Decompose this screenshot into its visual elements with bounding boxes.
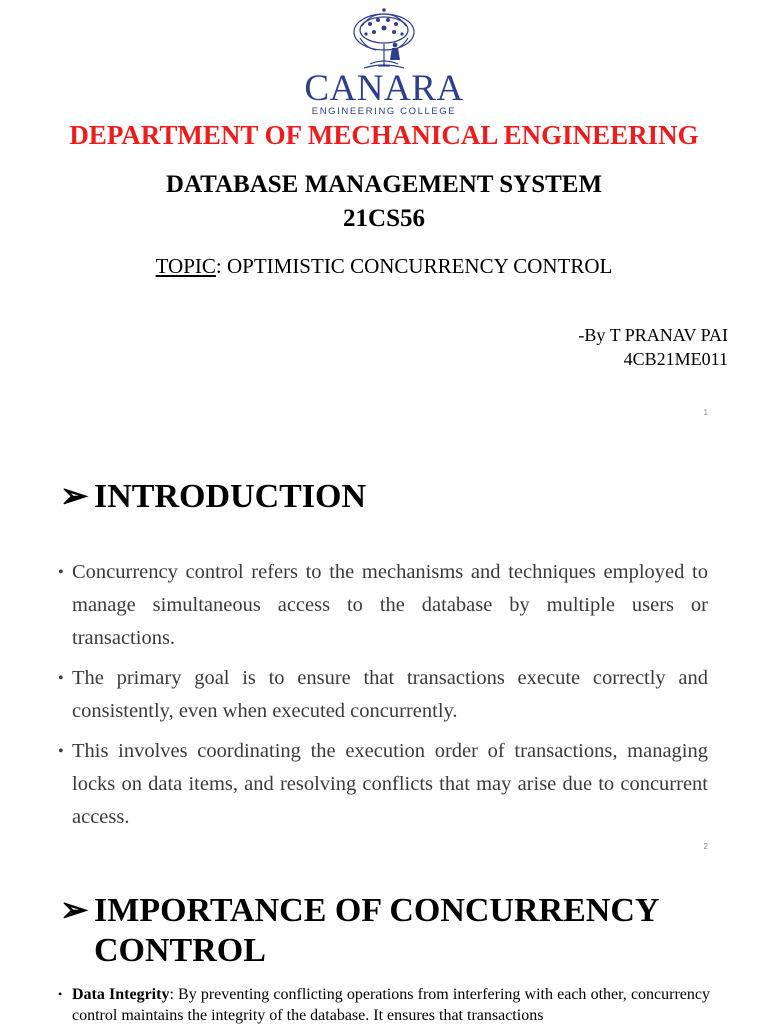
- list-item: [58, 662, 708, 728]
- topic-label: TOPIC: [155, 254, 216, 278]
- course-title: DATABASE MANAGEMENT SYSTEM: [165, 171, 603, 198]
- bullet-text: The primary goal is to ensure that transactions execute correctly and consistently, even when executed concurrently.: [72, 667, 708, 722]
- bullet-dot-icon: •: [58, 564, 64, 581]
- heading-text-line2: CONTROL: [94, 932, 266, 969]
- page-number: 2: [703, 842, 708, 851]
- list-item: [58, 735, 708, 834]
- college-emblem-icon: [300, 8, 468, 72]
- title-slide: [0, 0, 768, 430]
- bullet-text: This involves coordinating the execution order of transactions, managing locks on data items, and resolving conflicts that may arise due to concurrent access.: [72, 740, 708, 828]
- heading-text: INTRODUCTION: [94, 478, 367, 515]
- arrow-bullet-icon: ➢: [60, 478, 89, 515]
- topic-text: : OPTIMISTIC CONCURRENCY CONTROL: [215, 254, 613, 278]
- slide-heading: [60, 891, 740, 971]
- slide-heading: [60, 477, 366, 517]
- author-name: -By T PRANAV PAI: [578, 325, 728, 345]
- bullet-dot-icon: •: [58, 987, 63, 1001]
- course-code: 21CS56: [343, 205, 425, 232]
- department-title: DEPARTMENT OF MECHANICAL ENGINEERING: [69, 120, 699, 150]
- page-number: 1: [703, 408, 708, 417]
- author-block: [578, 323, 728, 371]
- college-subtitle: ENGINEERING COLLEGE: [311, 106, 457, 117]
- bullet-list: [58, 984, 710, 1024]
- bullet-text: : By preventing conflicting operations from interfering with each other, concurrency control maintains the integrity of the database. It ensures that transactions: [72, 986, 711, 1024]
- introduction-slide: [0, 430, 768, 858]
- bullet-dot-icon: •: [58, 670, 64, 687]
- bullet-text: Concurrency control refers to the mechanisms and techniques employed to manage simultaneous access to the database by multiple users or transactions.: [72, 561, 708, 649]
- importance-slide: [0, 858, 768, 1024]
- college-wordmark: CANARA: [304, 68, 464, 109]
- list-item: [58, 556, 708, 655]
- topic-line: [0, 252, 768, 280]
- list-item: [58, 984, 710, 1024]
- bullet-list: [58, 556, 708, 841]
- arrow-bullet-icon: ➢: [60, 892, 89, 929]
- college-logo: [300, 8, 468, 117]
- bullet-dot-icon: •: [58, 743, 64, 760]
- bullet-term: Data Integrity: [72, 986, 170, 1003]
- heading-text-line1: IMPORTANCE OF CONCURRENCY: [94, 892, 660, 929]
- author-usn: 4CB21ME011: [623, 349, 728, 369]
